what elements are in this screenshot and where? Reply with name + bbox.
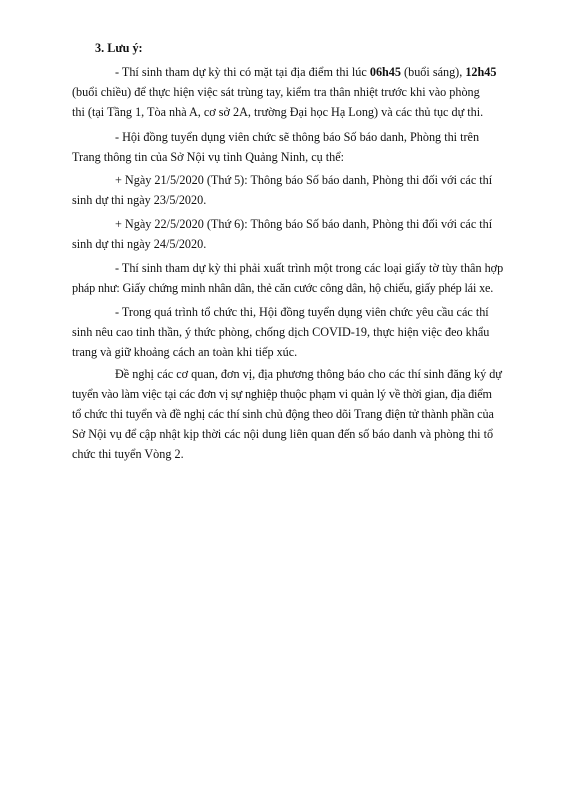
section-heading: 3. Lưu ý: [95,41,143,55]
text-segment: - Thí sinh tham dự kỳ thi có mặt tại địa điểm thi lúc [115,65,370,79]
paragraph-date2-line1: + Ngày 22/5/2020 (Thứ 6): Thông báo Số báo danh, Phòng thi đối với các thí [115,217,493,231]
paragraph-notice-line2: Trang thông tin của Sở Nội vụ tỉnh Quảng Ninh, cụ thể: [72,150,345,164]
paragraph-request-line5: chức thi tuyển Vòng 2. [72,447,184,461]
paragraph-request-line2: tuyển vào làm việc tại các đơn vị sự nghiệp thuộc phạm vi quản lý về thời gian, địa điểm [72,387,492,401]
text-segment: (buổi sáng), [401,65,466,79]
paragraph-request-line3: tổ chức thi tuyển và đề nghị các thí sinh chủ động theo dõi Trang điện tử thành phần của [72,407,494,421]
time-afternoon: 12h45 [465,65,497,79]
paragraph-request-line1: Đề nghị các cơ quan, đơn vị, địa phương thông báo cho các thí sinh đăng ký dự [115,367,502,381]
time-morning: 06h45 [369,65,401,79]
paragraph-request-line4: Sở Nội vụ để cập nhật kịp thời các nội dung liên quan đến số báo danh và phòng thi tổ [72,427,494,441]
paragraph-arrival-line2: (buổi chiều) để thực hiện việc sát trùng tay, kiểm tra thân nhiệt trước khi vào phòng [72,85,480,99]
paragraph-arrival-line3: thi (tại Tầng 1, Tòa nhà A, cơ sở 2A, trường Đại học Hạ Long) và các thủ tục dự thi. [72,105,484,119]
paragraph-id-line1: - Thí sinh tham dự kỳ thi phải xuất trình một trong các loại giấy tờ tùy thân hợp [115,261,504,275]
paragraph-date1-line2: sinh dự thi ngày 23/5/2020. [72,193,207,207]
paragraph-covid-line3: trang và giữ khoảng cách an toàn khi tiếp xúc. [72,345,298,359]
paragraph-id-line2: pháp như: Giấy chứng minh nhân dân, thẻ căn cước công dân, hộ chiếu, giấy phép lái xe. [72,281,494,295]
paragraph-date1-line1: + Ngày 21/5/2020 (Thứ 5): Thông báo Số báo danh, Phòng thi đối với các thí [115,173,493,187]
paragraph-arrival-line1 [115,62,496,82]
paragraph-notice-line1: - Hội đồng tuyển dụng viên chức sẽ thông báo Số báo danh, Phòng thi trên [115,130,480,144]
paragraph-covid-line2: sinh nêu cao tinh thần, ý thức phòng, chống dịch COVID-19, thực hiện việc đeo khẩu [72,325,490,339]
paragraph-date2-line2: sinh dự thi ngày 24/5/2020. [72,237,207,251]
paragraph-covid-line1: - Trong quá trình tổ chức thi, Hội đồng tuyển dụng viên chức yêu cầu các thí [115,305,489,319]
